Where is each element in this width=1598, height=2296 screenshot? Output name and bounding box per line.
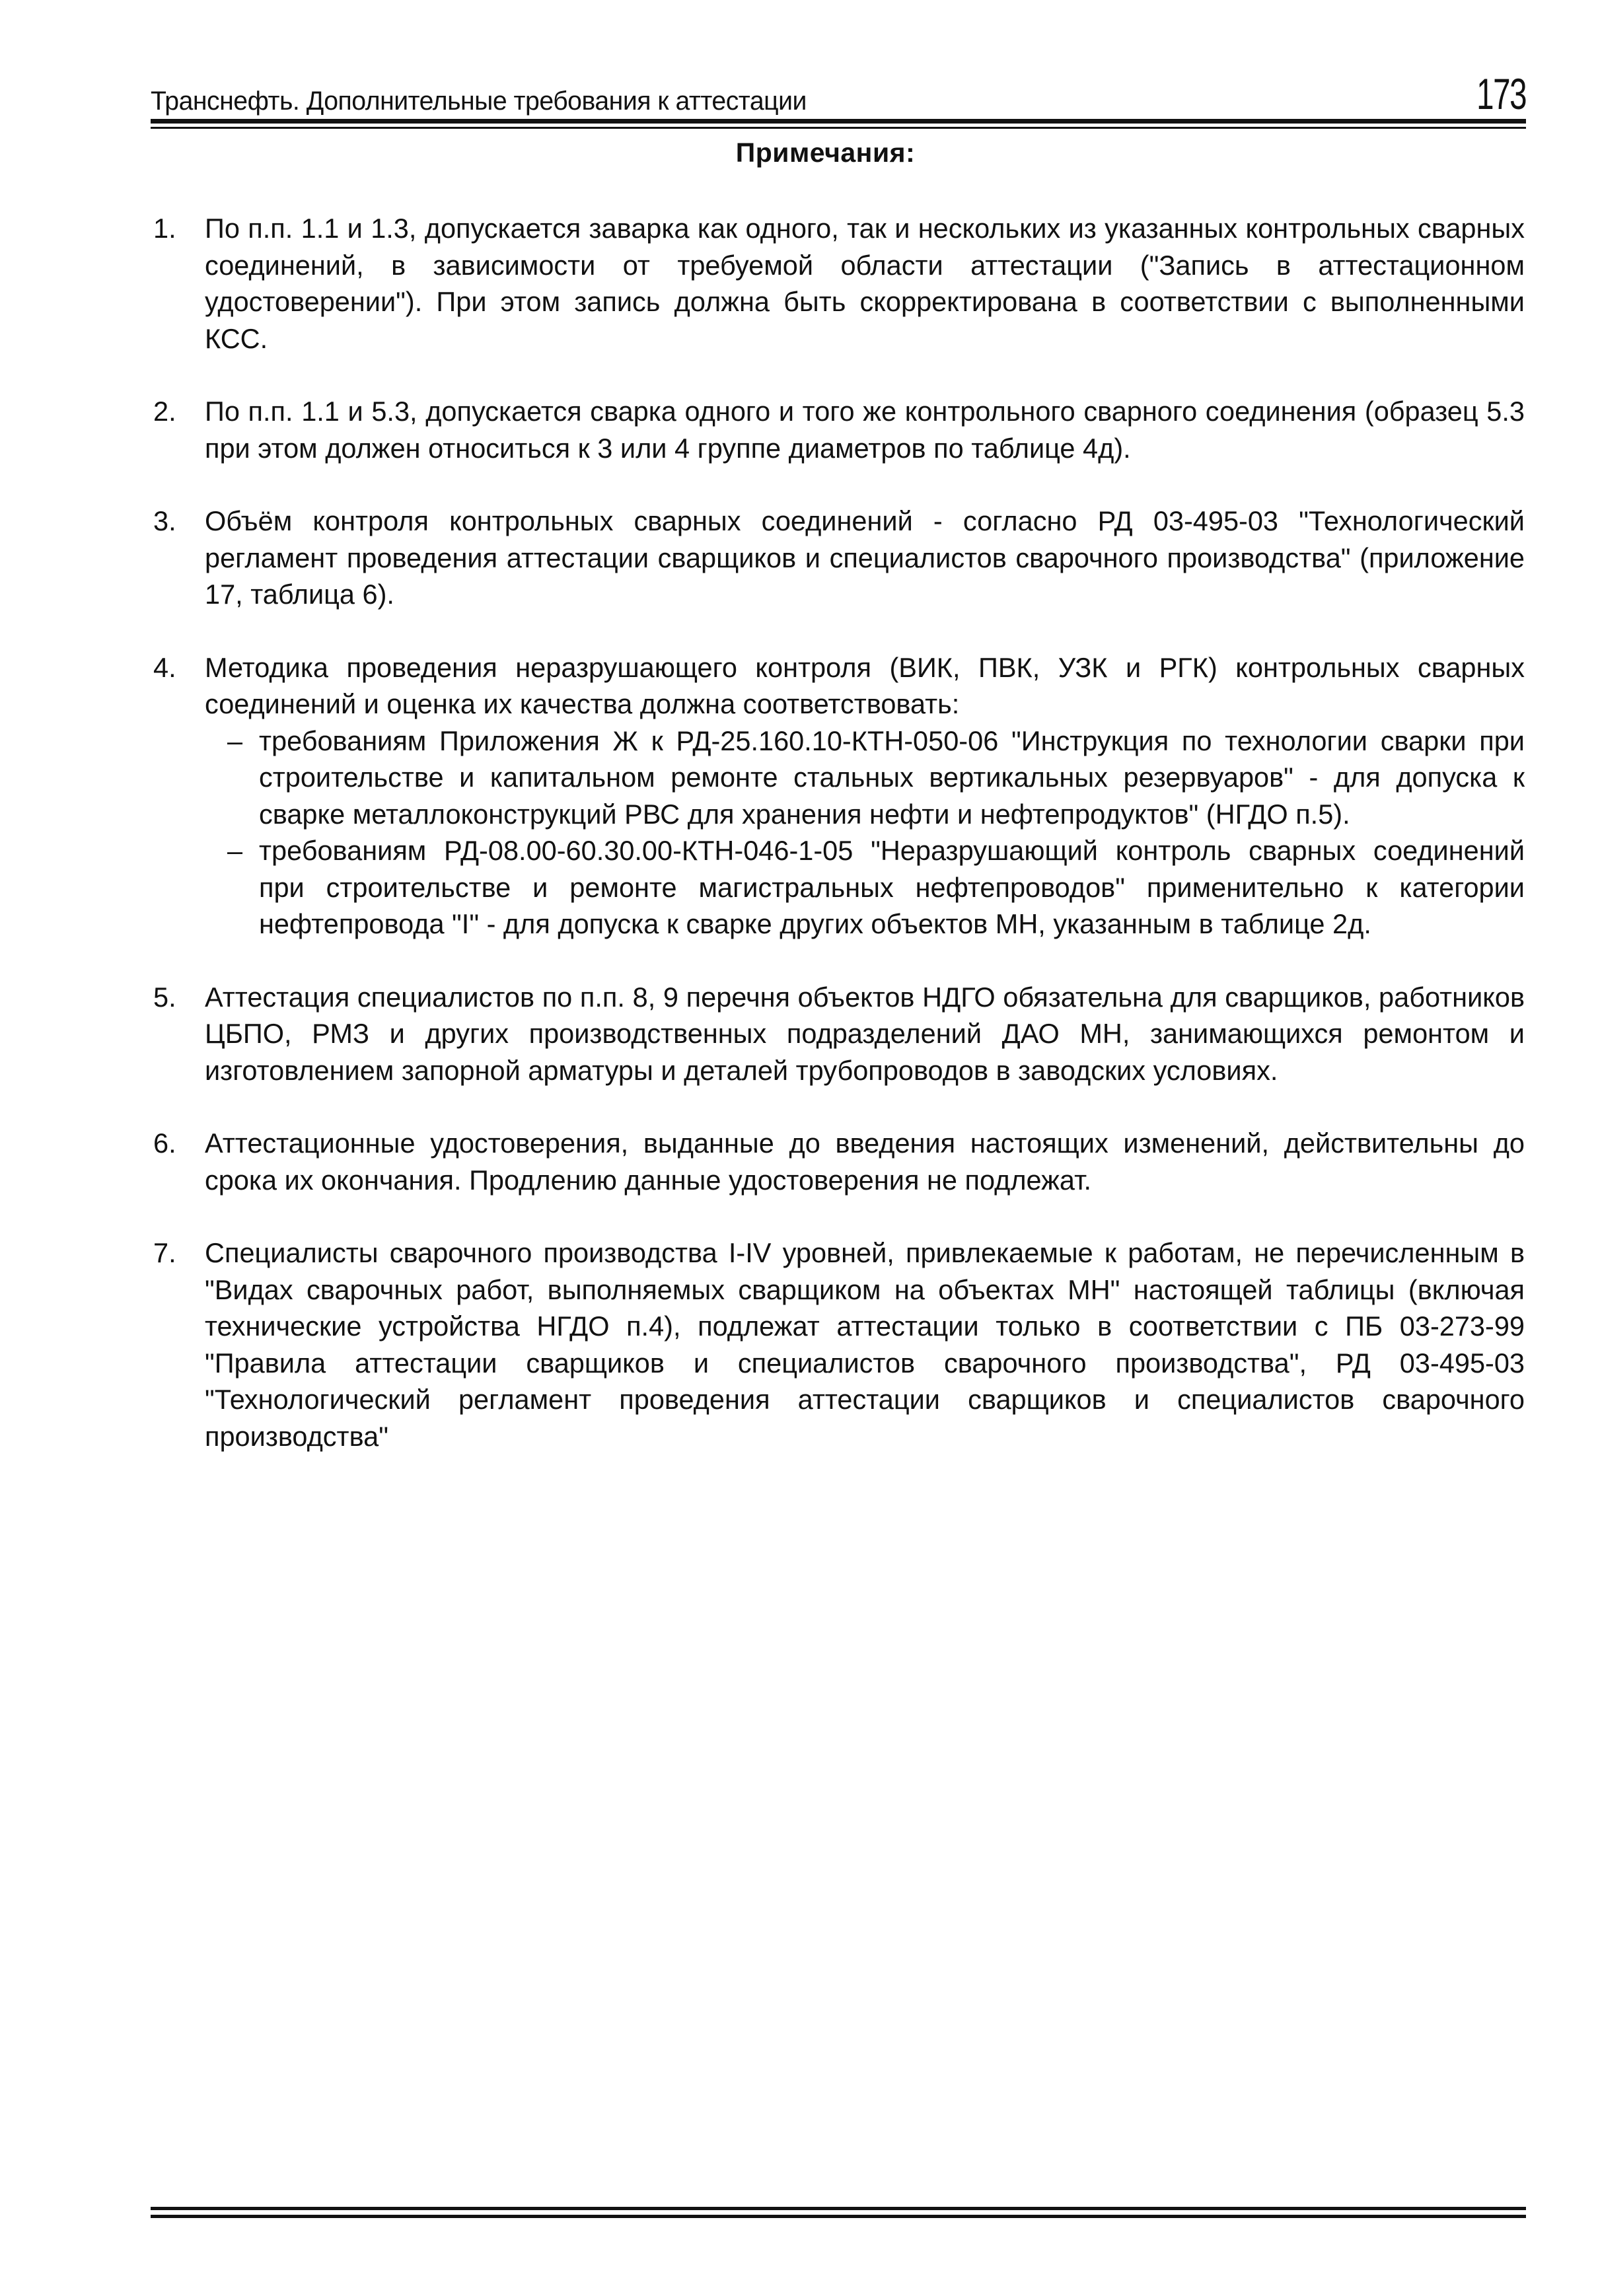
footer-rule-top [151,2207,1526,2210]
page-number: 173 [1476,69,1526,118]
note-item [153,979,1525,1089]
sub-item-text: требованиям Приложения Ж к РД-25.160.10-КТН-050-06 "Инструкция по технологии сварки при строительстве и капитальном ремонте стальных вертикальных резервуаров" - для допуска к сварке металлоконструкций РВС для хранения нефти и нефтепродуктов" (НГДО п.5). [259,725,1525,830]
note-item [153,503,1525,613]
note-sub-item [205,723,1525,833]
note-number: 1. [153,213,176,244]
note-text: Специалисты сварочного производства I-IV уровней, привлекаемые к работам, не перечисленным в "Видах сварочных работ, выполняемых сварщиком на объектах МН" настоящей таблицы (включая технические устройства НГДО п.4), подлежат аттестации только в соответствии с ПБ 03-273-99 "Правила аттестации сварщиков и специалистов сварочного производства", РД 03-495-03 "Технологический регламент проведения аттестации сварщиков и специалистов сварочного производства" [205,1237,1525,1452]
footer-rule-bottom [151,2215,1526,2218]
note-text: Аттестация специалистов по п.п. 8, 9 перечня объектов НДГО обязательна для сварщиков, работников ЦБПО, РМЗ и других производственных подразделений ДАО МН, занимающихся ремонтом и изготовлением запорной арматуры и деталей трубопроводов в заводских условиях. [205,981,1525,1086]
note-text: По п.п. 1.1 и 5.3, допускается сварка одного и того же контрольного сварного соединения (образец 5.3 при этом должен относиться к 3 или 4 группе диаметров по таблице 4д). [205,396,1525,464]
note-item [153,210,1525,357]
note-item [153,1235,1525,1454]
note-item [153,649,1525,943]
running-header-title: Транснефть. Дополнительные требования к аттестации [151,87,807,116]
note-number: 3. [153,505,176,536]
note-sub-item [205,832,1525,943]
note-number: 6. [153,1128,176,1159]
notes-heading: Примечания: [735,137,916,168]
dash-bullet-icon: – [227,725,243,756]
note-number: 2. [153,396,176,427]
dash-bullet-icon: – [227,835,243,866]
note-number: 4. [153,651,176,683]
note-text: Объём контроля контрольных сварных соединений - согласно РД 03-495-03 "Технологический регламент проведения аттестации сварщиков и специалистов сварочного производства" (приложение 17, таблица 6). [205,505,1525,610]
note-sub-list [205,723,1525,943]
sub-item-text: требованиям РД-08.00-60.30.00-КТН-046-1-05 "Неразрушающий контроль сварных соединений при строительстве и ремонте магистральных нефтепроводов" применительно к категории нефтепровода "I" - для допуска к сварке других объектов МН, указанным в таблице 2д. [259,835,1525,939]
page-header [151,65,1526,118]
note-text: Методика проведения неразрушающего контроля (ВИК, ПВК, УЗК и РГК) контрольных сварных соединений и оценка их качества должна соответствовать: [205,651,1525,719]
header-rule-thick [151,119,1526,124]
note-text: По п.п. 1.1 и 1.3, допускается заварка как одного, так и нескольких из указанных контрольных сварных соединений, в зависимости от требуемой области аттестации ("Запись в аттестационном удостоверении"). При этом запись должна быть скорректирована в соответствии с выполненными КСС. [205,213,1525,354]
header-rule-thin [151,127,1526,129]
note-number: 7. [153,1237,176,1268]
note-text: Аттестационные удостоверения, выданные до введения настоящих изменений, действительны до срока их окончания. Продлению данные удостоверения не подлежат. [205,1128,1525,1196]
note-number: 5. [153,981,176,1013]
note-item [153,1125,1525,1198]
note-item [153,393,1525,466]
notes-list [153,210,1525,1454]
